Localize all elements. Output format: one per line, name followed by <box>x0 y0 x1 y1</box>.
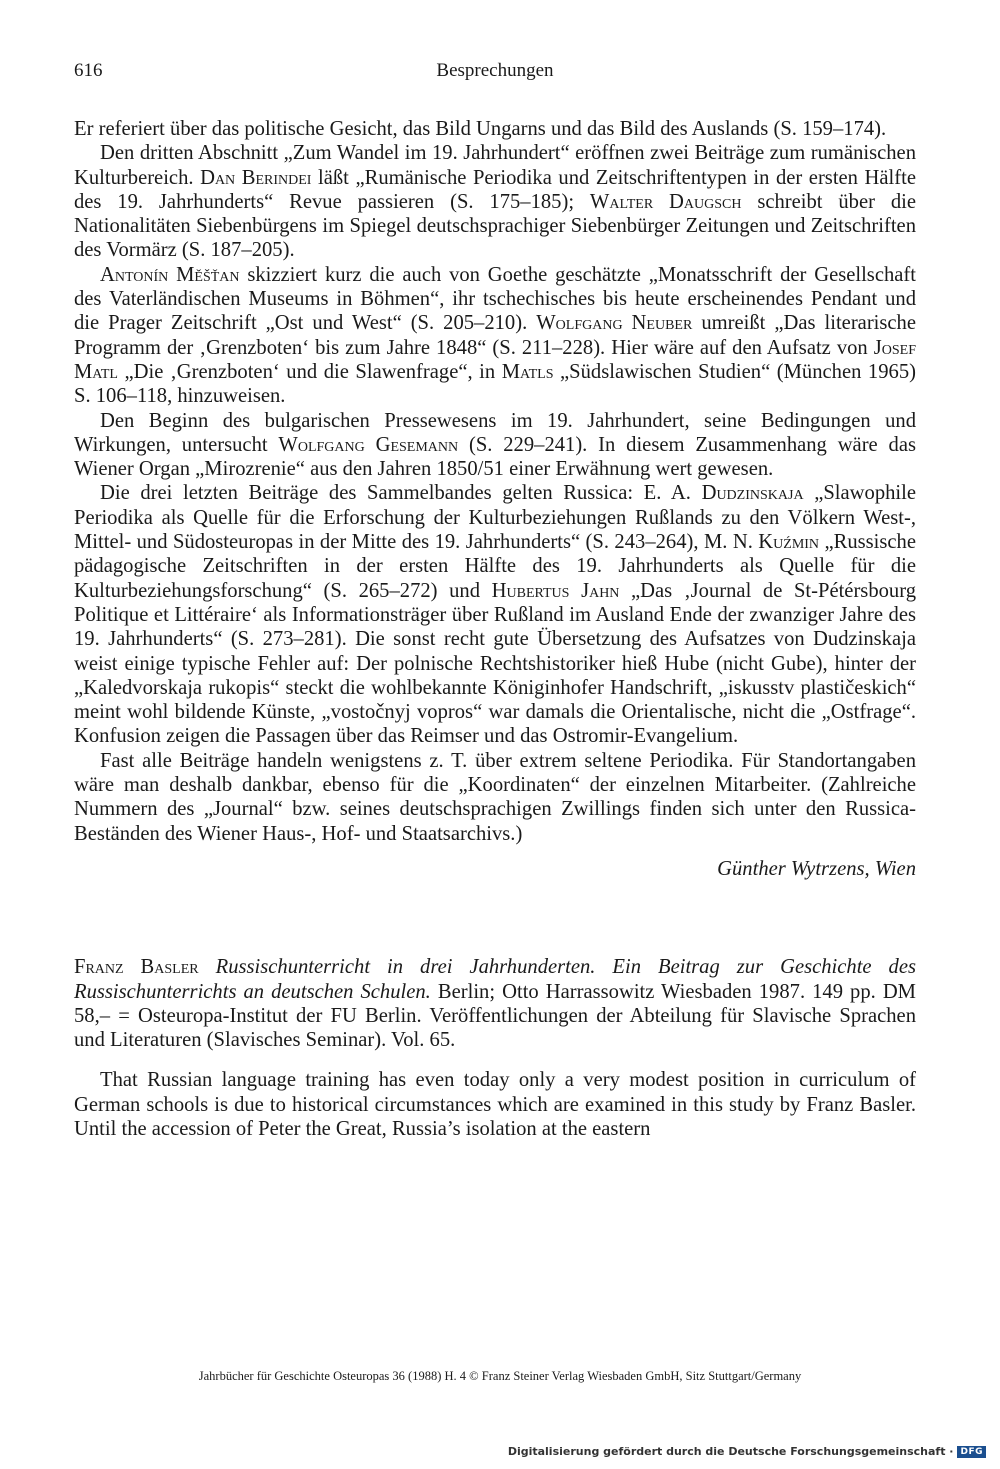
dfg-notice-text: Digitalisierung gefördert durch die Deutsche Forschungsgemeinschaft · <box>507 1445 954 1458</box>
author-name-matls: Matls <box>501 360 554 383</box>
paragraph-3 <box>74 263 916 409</box>
author-name-neuber: Wolfgang Neuber <box>536 312 693 335</box>
p2-text-b: läßt „Rumänische Periodika und Zeitschriftentypen in der ersten Hälfte des 19. Jahrhunderts“ Revue passieren (S. 175–185); <box>74 166 916 213</box>
paragraph-5 <box>74 481 916 748</box>
author-name-kuzmin: Kuźmin <box>758 531 820 554</box>
english-review-text: That Russian language training has even today only a very modest position in curriculum of German schools is due to historical circumstances which are examined in this study by Franz Basler. Until the accession of Peter the Great, Russia’s isolation at the eastern <box>74 1069 916 1140</box>
paragraph-2 <box>74 141 916 262</box>
author-name-matl: Josef Matl <box>74 336 916 383</box>
p5-text-a: Die drei letzten Beiträge des Sammelbandes gelten Russica: E. A. <box>100 482 702 505</box>
paragraph-4 <box>74 409 916 482</box>
reviewed-title: Russischunterricht in drei Jahrhunderten. Ein Beitrag zur Geschichte des Russischunterrichts an deutschen Schulen. <box>74 956 916 1003</box>
journal-citation-footer: Jahrbücher für Geschichte Osteuropas 36 (1988) H. 4 © Franz Steiner Verlag Wiesbaden GmbH, Sitz Stuttgart/Germany <box>198 1369 802 1383</box>
article-body <box>74 117 916 1141</box>
author-name-dudzinskaja: Dudzinskaja <box>701 482 804 505</box>
reviewed-publication-details: Berlin; Otto Harrassowitz Wiesbaden 1987. 149 pp. DM 58,– = Osteuropa-Institut der FU Berlin. Veröffentlichungen der Abteilung für Slavische Sprachen und Literaturen (Slavisches Seminar). Vol. 65. <box>74 980 916 1052</box>
p5-text-c: „Russische pädagogische Zeitschriften in der ersten Hälfte des 19. Jahrhunderts als Quelle für die Kulturbeziehungsforschung“ (S. 265–272) und <box>74 531 916 602</box>
dfg-digitization-notice <box>508 1445 986 1458</box>
author-name-jahn: Hubertus Jahn <box>491 579 620 602</box>
p3-text-c: „Die ‚Grenzboten‘ und die Slawenfrage“, in <box>117 360 502 383</box>
running-head: Besprechungen <box>436 60 554 81</box>
author-name-gesemann: Wolfgang Gesemann <box>278 433 459 456</box>
p4-text-b: (S. 229–241). In diesem Zusammenhang wäre das Wiener Organ „Mirozrenie“ aus den Jahren 1850/51 einer Erwähnung wert gewesen. <box>74 433 916 481</box>
p3-text-a: skizziert kurz die auch von Goethe geschätzte „Monatsschrift der Gesellschaft des Vaterländischen Museums in Böhmen“, ihr tschechisches bis heute erscheinendes Pendant und die Prager Zeitschrift „Ost und West“ (S. 205–210). <box>74 263 916 335</box>
reviewed-author: Franz Basler <box>74 956 199 979</box>
reviewer-signature: Günther Wytrzens, Wien <box>717 857 916 880</box>
p4-text-a: Den Beginn des bulgarischen Pressewesens im 19. Jahrhundert, seine Bedingungen und Wirkungen, untersucht <box>74 409 916 456</box>
author-name-daugsch: Walter Daugsch <box>589 190 742 213</box>
p5-text-d: „Das ‚Journal de St-Pétérsbourg Politique et Littéraire‘ als Informationsträger über Rußland im Ausland Ende der zwanziger Jahre des 19. Jahrhunderts“ (S. 273–281). Die sonst recht gute Übersetzung des Aufsatzes von Dudzinskaja weist einige typische Fehler auf: Der polnische Rechtshistoriker hieß Hube (nicht Gube), hinter der „Kaledvorskaja rukopis“ steckt die wohlbekannte Königinhofer Handschrift, „iskusstv plastičeskich“ meint wohl bildende Künste, „vostočnyj vopros“ war damals die Orientalische, nicht die „Ostfrage“. Konfusion zeigen die Passagen über das Reimser und das Ostromir-Evangelium. <box>74 579 916 748</box>
p2-text-a: Den dritten Abschnitt „Zum Wandel im 19. Jahrhundert“ eröffnen zwei Beiträge zum rumänischen Kulturbereich. <box>74 142 916 189</box>
author-name-berindei: Dan Berindei <box>200 166 312 189</box>
author-name-mestan: Antonín Měšťan <box>100 263 240 286</box>
page-header <box>74 60 916 90</box>
p3-text-b: umreißt „Das literarische Programm der ‚Grenzboten‘ bis zum Jahre 1848“ (S. 211–228). Hier wäre auf den Aufsatz von <box>74 312 916 359</box>
p3-text-d: „Südslawischen Studien“ (München 1965) S. 106–118, hinzuweisen. <box>74 360 916 408</box>
p5-text-b: „Slawophile Periodika als Quelle für die Erforschung der Kulturbeziehungen Rußlands zu den Völkern West-, Mittel- und Südosteuropas in der Mitte des 19. Jahrhunderts“ (S. 243–264), M. N. <box>74 482 916 554</box>
page-number: 616 <box>74 60 103 81</box>
review-heading <box>74 955 916 1052</box>
p2-text-c: schreibt über die Nationalitäten Siebenbürgens im Spiegel deutschsprachiger Siebenbürger Zeitungen und Zeitschriften des Vormärz (S. 187–205). <box>74 190 916 262</box>
dfg-logo-icon: DFG <box>957 1446 986 1458</box>
paragraph-1: Er referiert über das politische Gesicht, das Bild Ungarns und das Bild des Auslands (S. 159–174). <box>74 118 887 140</box>
paragraph-6: Fast alle Beiträge handeln wenigstens z. T. über extrem seltene Periodika. Für Standortangaben wäre man deshalb dankbar, ebenso für die „Koordinaten“ der einzelnen Mitarbeiter. (Zahlreiche Nummern des „Journal“ bzw. seines deutschsprachigen Zwillings finden sich unter den Russica-Beständen des Wiener Haus-, Hof- und Staatsarchivs.) <box>74 749 916 845</box>
